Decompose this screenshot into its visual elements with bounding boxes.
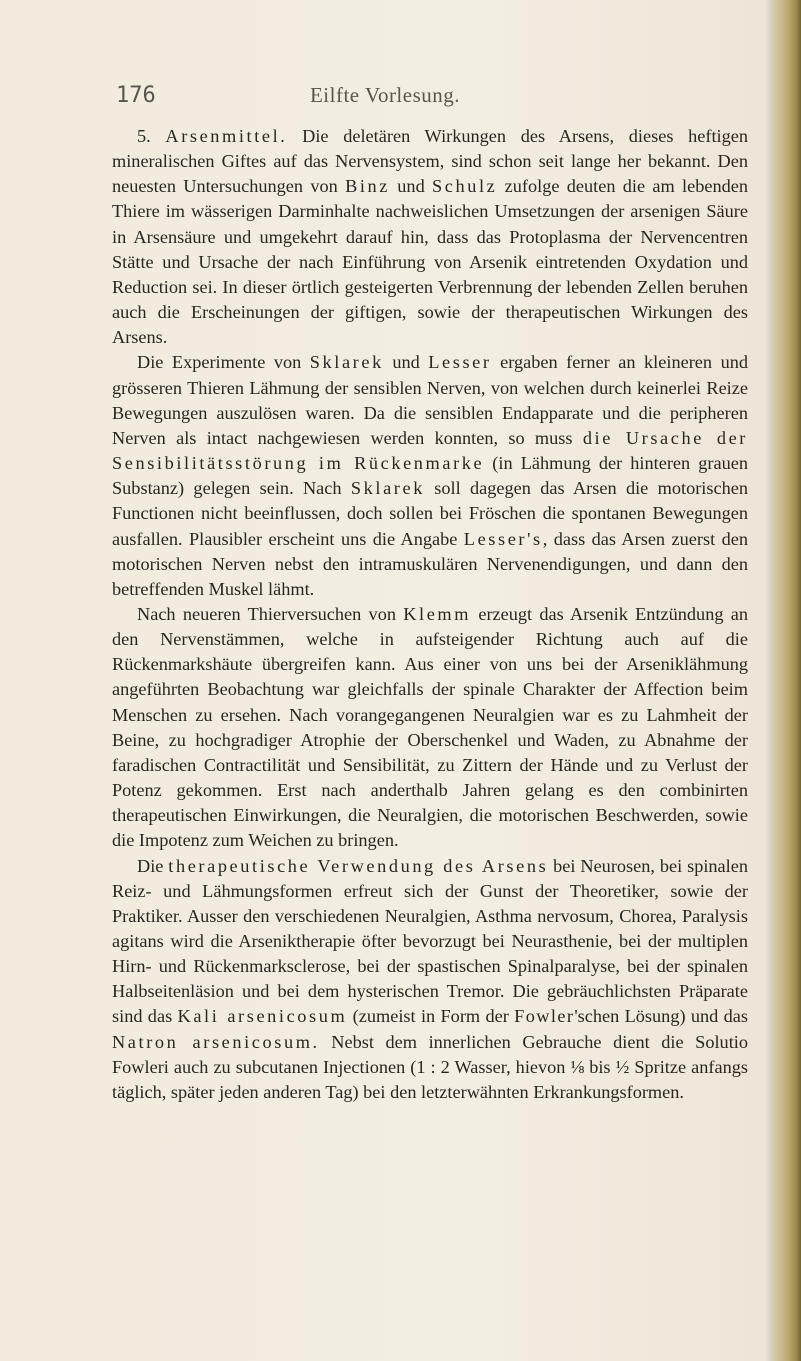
paragraph [112, 124, 748, 350]
text-run: und [390, 176, 432, 197]
text-run: erzeugt das Arsenik Entzündung an den Nervenstämmen, welche in aufsteigender Richtung auch auf die Rückenmarkshäute übergreifen kann. Aus einer von uns bei der Arseniklähmung angeführten Beobachtung war gleichfalls der spinale Charakter der Affection beim Menschen zu ersehen. Nach vorangegangenen Neuralgien war es zu Lahmheit der Beine, zu hochgradiger Atrophie der Oberschenkel und Waden, zu Abnahme der faradischen Contractilität und Sensibilität, zu Zittern der Hände und zu Verlust der Potenz gekommen. Erst nach anderthalb Jahren gelang es den combinirten therapeutischen Einwirkungen, die Neuralgien, die motorischen Beschwerden, sowie die Impotenz zum Weichen zu bringen. [112, 603, 748, 851]
text-run: Die deletären Wirkungen des Arsens, dieses heftigen mineralischen Giftes auf das Nervensystem, sind schon seit lange her bekannt. Den neuesten Untersuchungen von [112, 126, 749, 197]
text-run: soll dagegen das Arsen die motorischen Functionen nicht beeinflussen, doch sollen bei Fröschen die spontanen Bewegungen ausfallen. Plausibler erscheint uns die Angabe [112, 478, 749, 549]
page-number: 176 [116, 83, 156, 108]
emphasized-text: Sklarek [309, 352, 384, 373]
text-run: und [383, 352, 429, 373]
text-run: bei Neurosen, bei spinalen Reiz- und Lähmungsformen erfreut sich der Gunst der Theoretiker, sowie der Praktiker. Ausser den verschiedenen Neuralgien, Asthma nervosum, Chorea, Paralysis agitans wird die Arseniktherapie öfter bevorzugt bei Neurasthenie, bei der multiplen Hirn- und Rückenmarksclerose, bei der spastischen Spinalparalyse, bei der spinalen Halbseitenläsion und bei dem hysterischen Tremor. Die gebräuchlichsten Präparate sind das [112, 855, 748, 1027]
emphasized-text: Fowler [514, 1006, 575, 1027]
text-run: Die Experimente von [137, 352, 310, 373]
emphasized-text: Sklarek [350, 478, 425, 499]
emphasized-text: Lesser's [463, 528, 543, 549]
body-text [112, 124, 748, 1105]
text-run: (zumeist in Form der [347, 1006, 515, 1027]
text-run: 5. [137, 126, 166, 146]
text-run: ergaben ferner an kleineren und grösseren Thieren Lähmung der sensiblen Nerven, von welchen durch keinerlei Reize Bewegungen auszulösen waren. Da die sensiblen Endapparate und die peripheren Nerven als intact nachgewiesen werden konnten, so muss [112, 352, 748, 448]
emphasized-text: Arsenmittel. [165, 126, 288, 146]
emphasized-text: Kali arsenicosum [177, 1006, 348, 1027]
emphasized-text: die Ursache der Sensibilitätsstörung im Rückenmarke [112, 427, 748, 474]
text-run: Nach neueren Thierversuchen von [137, 603, 404, 624]
text-run: zufolge deuten die am lebenden Thiere im wässerigen Darminhalte nachweislichen Umsetzungen der arsenigen Säure in Arsensäure und umgekehrt darauf hin, dass das Protoplasma der Nervencentren Stätte und Ursache der nach Einführung von Arsenik eintretenden Oxydation und Reduction sei. In dieser örtlich gesteigerten Verbrennung der lebenden Zellen beruhen auch die Erscheinungen der giftigen, sowie der therapeutischen Wirkungen des Arsens. [112, 176, 748, 348]
emphasized-text: Lesser [428, 352, 492, 373]
page-edge [771, 0, 801, 1361]
paragraph [112, 602, 748, 854]
running-head: Eilfte Vorlesung. [309, 83, 461, 107]
text-run: 'schen Lösung) und das [574, 1006, 749, 1027]
paragraph [112, 350, 748, 602]
emphasized-text: therapeutische Verwendung des Arsens [168, 855, 549, 876]
paragraph [112, 854, 748, 1106]
text-run: , dass das Arsen zuerst den motorischen Nerven nebst den intramuskulären Nervenendigungen, und dann den betreffenden Muskel lähmt. [112, 528, 748, 599]
page-header [0, 0, 770, 120]
emphasized-text: Klemm [403, 603, 472, 624]
text-run: (in Lähmung der hinteren grauen Substanz) gelegen sein. Nach [112, 453, 748, 499]
text-run: Nebst dem innerlichen Gebrauche dient die Solutio Fowleri auch zu subcutanen Injectionen (1 : 2 Wasser, hievon ⅛ bis ½ Spritze anfangs täglich, später jeden anderen Tag) bei den letzterwähnten Erkrankungsformen. [112, 1031, 749, 1102]
emphasized-text: Binz [345, 176, 390, 197]
emphasized-text: Schulz [432, 176, 498, 197]
text-run: Die [137, 855, 169, 876]
emphasized-text: Natron arsenicosum. [112, 1031, 320, 1052]
